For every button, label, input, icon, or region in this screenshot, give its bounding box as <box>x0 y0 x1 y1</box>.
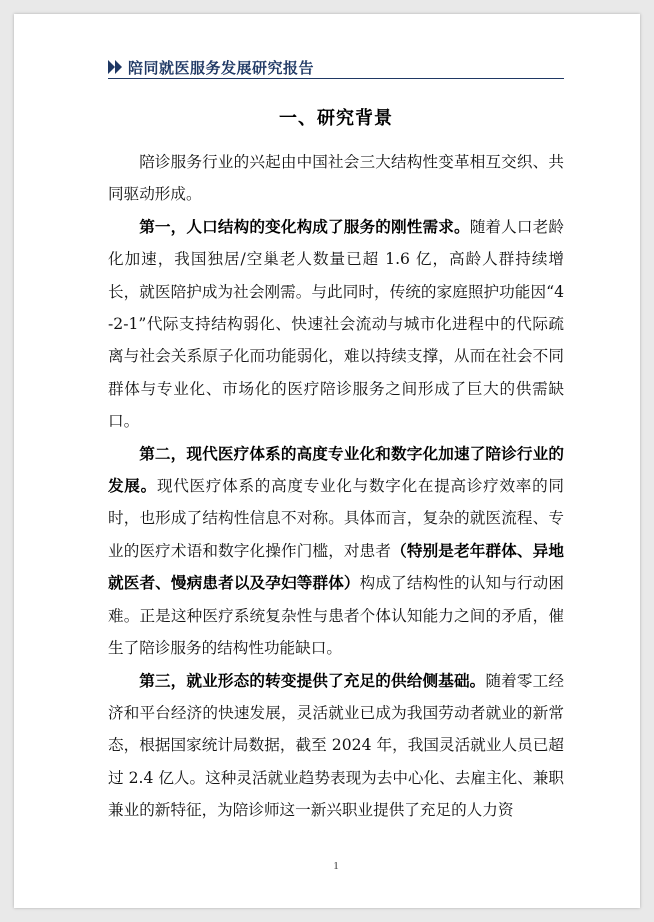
document-page <box>14 14 640 908</box>
paragraph-intro: 陪诊服务行业的兴起由中国社会三大结构性变革相互交织、共同驱动形成。 <box>108 153 564 204</box>
double-chevron-right-icon <box>108 60 124 74</box>
section-heading: 一、研究背景 <box>279 108 393 129</box>
paragraph-lead: 第一，人口结构的变化构成了服务的刚性需求。 <box>139 216 470 236</box>
paragraph-medical-system: 第二，现代医疗体系的高度专业化和数字化加速了陪诊行业的发展。现代医疗体系的高度专业化与数字化在提高诊疗效率的同时，也形成了结构性信息不对称。具体而言，复杂的就医流程、专业的医疗术语和数字化操作门槛，对患者（特别是老年群体、异地就医者、慢病患者以及孕妇等群体）构成了结构性的认知与行动困难。正是这种医疗系统复杂性与患者个体认知能力之间的矛盾，催生了陪诊服务的结构性功能缺口。 <box>108 443 564 658</box>
report-title: 陪同就医服务发展研究报告 <box>128 59 315 77</box>
page-number: 1 <box>333 860 339 872</box>
emphasis-groups: （特别是老年群体、异地就医者、慢病患者以及孕妇等群体） <box>108 540 564 593</box>
paragraph-population: 第一，人口结构的变化构成了服务的刚性需求。随着人口老龄化加速，我国独居/空巢老人数量已超 1.6 亿，高龄人群持续增长，就医陪护成为社会刚需。与此同时，传统的家庭照护功能因“4-2-1”代际支持结构弱化、快速社会流动与城市化进程中的代际疏离与社会关系原子化而功能弱化，难以持续支撑，从而在社会不同群体与专业化、市场化的医疗陪诊服务之间形成了巨大的供需缺口。 <box>108 216 564 431</box>
body-text <box>108 146 564 827</box>
paragraph-lead: 第三，就业形态的转变提供了充足的供给侧基础。 <box>139 670 486 690</box>
paragraph-employment: 第三，就业形态的转变提供了充足的供给侧基础。随着零工经济和平台经济的快速发展，灵活就业已成为我国劳动者就业的新常态，根据国家统计局数据，截至 2024 年，我国灵活就业人员已超过 2.4 亿人。这种灵活就业趋势表现为去中心化、去雇主化、兼职兼业的新特征，为陪诊师这一新兴职业提供了充足的人力资 <box>108 670 564 820</box>
paragraph-lead: 第二，现代医疗体系的高度专业化和数字化加速了陪诊行业的发展。 <box>108 443 564 496</box>
running-header <box>108 56 564 79</box>
